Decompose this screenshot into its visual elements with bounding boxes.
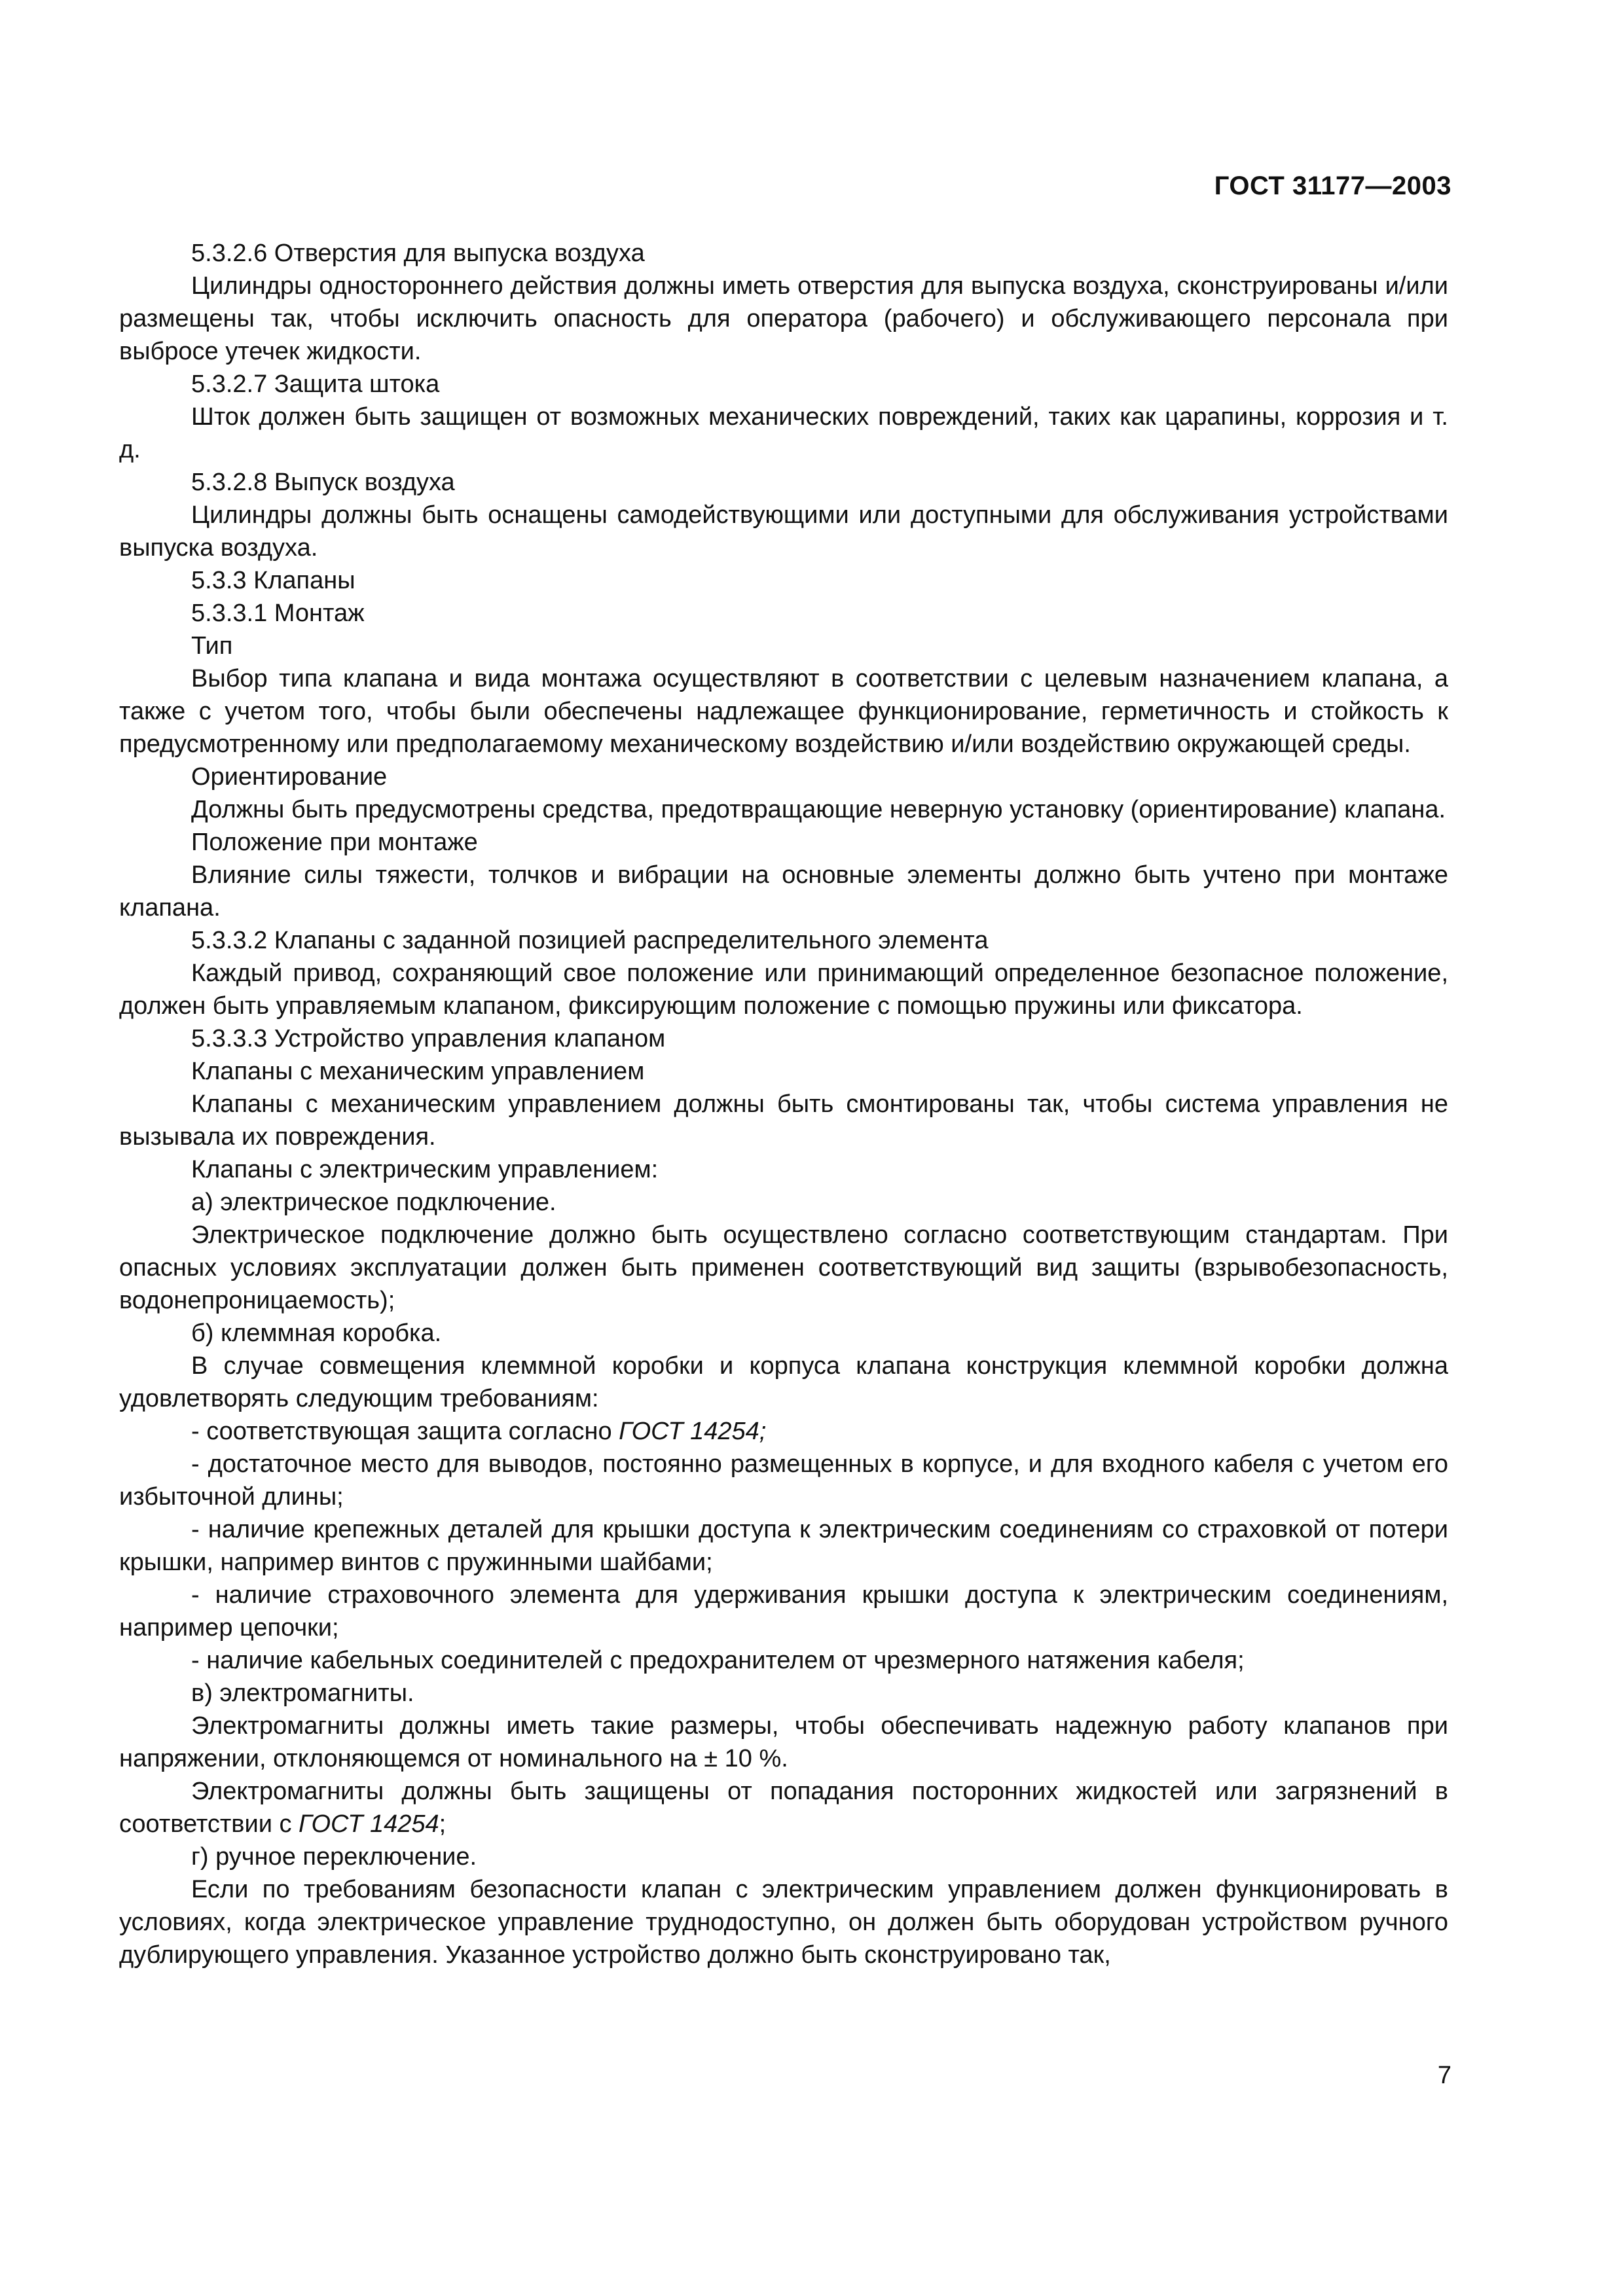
paragraph <box>119 1710 1448 1775</box>
paragraph <box>119 1775 1448 1840</box>
paragraph-text: Клапаны с механическим управлением должны быть смонтированы так, чтобы система управления не вызывала их повреждения. <box>119 1090 1448 1151</box>
section-heading <box>119 1153 1448 1186</box>
section-heading <box>119 1055 1448 1088</box>
paragraph-text: Электрическое подключение должно быть осуществлено согласно соответствующим стандартам. При опасных условиях эксплуатации должен быть применен соответствующий вид защиты (взрывобезопасность, водонепроницаемость); <box>119 1221 1448 1314</box>
paragraph-text: - наличие страховочного элемента для удерживания крышки доступа к электрическим соединениям, например цепочки; <box>119 1581 1448 1641</box>
paragraph <box>119 1350 1448 1415</box>
paragraph <box>119 1448 1448 1513</box>
paragraph-text: Ориентирование <box>191 763 388 791</box>
section-heading <box>119 1022 1448 1055</box>
standard-reference: ГОСТ 14254; <box>619 1418 767 1445</box>
document-body <box>119 237 1448 1971</box>
paragraph-text: - наличие кабельных соединителей с предохранителем от чрезмерного натяжения кабеля; <box>191 1647 1245 1674</box>
section-heading <box>119 761 1448 793</box>
paragraph <box>119 662 1448 761</box>
paragraph-text: 5.3.3.2 Клапаны с заданной позицией распределительного элемента <box>191 927 989 954</box>
paragraph-text: г) ручное переключение. <box>191 1843 477 1871</box>
section-heading <box>119 1317 1448 1350</box>
paragraph-text: Каждый привод, сохраняющий свое положение или принимающий определенное безопасное положение, должен быть управляемым клапаном, фиксирующим положение с помощью пружины или фиксатора. <box>119 960 1448 1020</box>
section-heading <box>119 597 1448 630</box>
paragraph <box>119 957 1448 1022</box>
paragraph <box>119 270 1448 368</box>
section-heading <box>119 1186 1448 1219</box>
section-heading <box>119 466 1448 499</box>
paragraph <box>119 1513 1448 1579</box>
paragraph <box>119 859 1448 924</box>
paragraph-text: Цилиндры должны быть оснащены самодействующими или доступными для обслуживания устройствами выпуска воздуха. <box>119 501 1448 562</box>
paragraph-text: Должны быть предусмотрены средства, предотвращающие неверную установку (ориентирование) клапана. <box>191 796 1446 823</box>
paragraph-text: Выбор типа клапана и вида монтажа осуществляют в соответствии с целевым назначением клапана, а также с учетом того, чтобы были обеспечены надлежащее функционирование, герметичность и стойкость к предусмотренному или предполагаемому механическому воздействию и/или воздействию окружающей среды. <box>119 665 1448 758</box>
section-heading <box>119 1644 1448 1677</box>
paragraph-text: 5.3.2.8 Выпуск воздуха <box>191 469 455 496</box>
section-heading <box>119 237 1448 270</box>
paragraph-tail: ; <box>439 1810 447 1838</box>
section-heading <box>119 368 1448 401</box>
paragraph-text: а) электрическое подключение. <box>191 1189 556 1216</box>
paragraph <box>119 1219 1448 1317</box>
paragraph-text: - соответствующая защита согласно <box>191 1418 619 1445</box>
standard-reference: ГОСТ 14254 <box>299 1810 439 1838</box>
section-heading <box>119 1677 1448 1710</box>
paragraph-text: 5.3.3.1 Монтаж <box>191 600 365 627</box>
paragraph <box>119 1873 1448 1971</box>
section-heading <box>119 564 1448 597</box>
paragraph <box>119 401 1448 466</box>
paragraph-text: 5.3.3.3 Устройство управления клапаном <box>191 1025 666 1052</box>
paragraph-text: Если по требованиям безопасности клапан с электрическим управлением должен функционировать в условиях, когда электрическое управление труднодоступно, он должен быть оборудован устройством ручного дублирующего управления. Указанное устройство должно быть сконструировано так, <box>119 1876 1448 1969</box>
paragraph <box>119 1579 1448 1644</box>
section-heading <box>119 826 1448 859</box>
section-heading <box>119 1415 1448 1448</box>
paragraph-text: Клапаны с механическим управлением <box>191 1058 645 1085</box>
paragraph-text: В случае совмещения клеммной коробки и корпуса клапана конструкция клеммной коробки должна удовлетворять следующим требованиям: <box>119 1352 1448 1412</box>
paragraph-text: 5.3.3 Клапаны <box>191 567 356 594</box>
section-heading <box>119 924 1448 957</box>
page-number: 7 <box>1437 2062 1451 2089</box>
section-heading <box>119 1840 1448 1873</box>
paragraph-text: - наличие крепежных деталей для крышки доступа к электрическим соединениям со страховкой от потери крышки, например винтов с пружинными шайбами; <box>119 1516 1448 1576</box>
paragraph <box>119 499 1448 564</box>
paragraph-text: Шток должен быть защищен от возможных механических повреждений, таких как царапины, коррозия и т. д. <box>119 403 1448 463</box>
paragraph <box>119 1088 1448 1153</box>
paragraph <box>119 793 1448 826</box>
paragraph-text: 5.3.2.7 Защита штока <box>191 370 440 398</box>
paragraph-text: - достаточное место для выводов, постоянно размещенных в корпусе, и для входного кабеля с учетом его избыточной длины; <box>119 1450 1448 1511</box>
document-code-header: ГОСТ 31177—2003 <box>1214 171 1451 200</box>
paragraph-text: Цилиндры одностороннего действия должны иметь отверстия для выпуска воздуха, сконструированы и/или размещены так, чтобы исключить опасность для оператора (рабочего) и обслуживающего персонала при выбросе утечек жидкости. <box>119 272 1448 365</box>
paragraph-text: Положение при монтаже <box>191 829 478 856</box>
paragraph-text: Тип <box>191 632 233 660</box>
paragraph-text: Электромагниты должны иметь такие размеры, чтобы обеспечивать надежную работу клапанов при напряжении, отклоняющемся от номинального на ± 10 %. <box>119 1712 1448 1772</box>
paragraph-text: в) электромагниты. <box>191 1679 414 1707</box>
paragraph-text: Клапаны с электрическим управлением: <box>191 1156 659 1183</box>
paragraph-text: Влияние силы тяжести, толчков и вибрации на основные элементы должно быть учтено при монтаже клапана. <box>119 861 1448 922</box>
section-heading <box>119 630 1448 662</box>
paragraph-text: Электромагниты должны быть защищены от попадания посторонних жидкостей или загрязнений в соответствии с <box>119 1778 1448 1838</box>
paragraph-text: б) клеммная коробка. <box>191 1319 442 1347</box>
paragraph-text: 5.3.2.6 Отверстия для выпуска воздуха <box>191 240 645 267</box>
